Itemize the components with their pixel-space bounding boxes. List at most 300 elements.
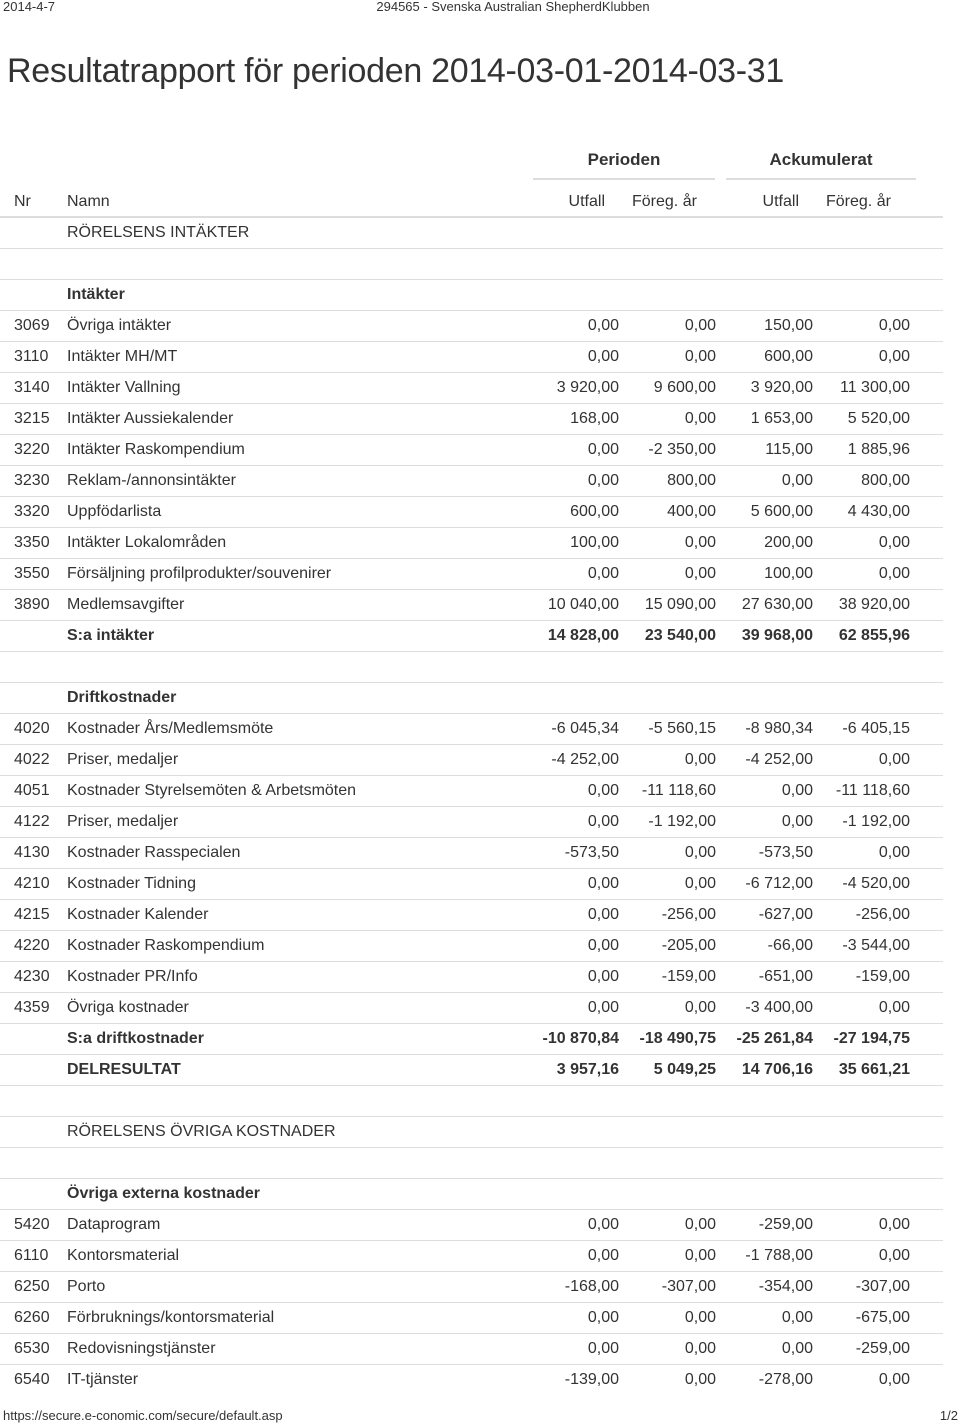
- account-number: 4220: [0, 931, 67, 962]
- cum-outcome-value: [716, 217, 813, 249]
- period-outcome-value: 0,00: [522, 869, 619, 900]
- period-prev-year-value: [619, 1117, 716, 1148]
- row-spacer: [910, 311, 943, 342]
- account-number: 4230: [0, 962, 67, 993]
- row-spacer: [910, 931, 943, 962]
- column-header-spacer: [910, 187, 943, 217]
- account-name: Övriga intäkter: [67, 311, 522, 342]
- cum-outcome-value: -1 788,00: [716, 1241, 813, 1272]
- period-outcome-value: -139,00: [522, 1365, 619, 1396]
- row-spacer: [910, 435, 943, 466]
- table-row: [0, 869, 943, 900]
- account-name: Priser, medaljer: [67, 745, 522, 776]
- period-prev-year-value: -256,00: [619, 900, 716, 931]
- period-outcome-value: 168,00: [522, 404, 619, 435]
- account-number: 4130: [0, 838, 67, 869]
- period-prev-year-value: 23 540,00: [619, 621, 716, 652]
- period-prev-year-value: -5 560,15: [619, 714, 716, 745]
- table-row: [0, 404, 943, 435]
- cum-prev-year-value: 0,00: [813, 745, 910, 776]
- period-prev-year-value: 0,00: [619, 1303, 716, 1334]
- account-name: DELRESULTAT: [67, 1055, 522, 1086]
- period-outcome-value: 0,00: [522, 962, 619, 993]
- table-row: [0, 466, 943, 497]
- table-row: [0, 528, 943, 559]
- row-spacer: [910, 1179, 943, 1210]
- spacer-row: [0, 652, 943, 683]
- account-number: 3550: [0, 559, 67, 590]
- account-number: 3890: [0, 590, 67, 621]
- account-name: [67, 1148, 522, 1179]
- cum-prev-year-value: -3 544,00: [813, 931, 910, 962]
- period-prev-year-value: 0,00: [619, 1365, 716, 1396]
- period-outcome-value: 600,00: [522, 497, 619, 528]
- account-name: Uppfödarlista: [67, 497, 522, 528]
- table-row: [0, 373, 943, 404]
- column-header-period-outcome: Utfall: [522, 187, 619, 217]
- period-outcome-value: -168,00: [522, 1272, 619, 1303]
- period-prev-year-value: [619, 1179, 716, 1210]
- account-name: Övriga kostnader: [67, 993, 522, 1024]
- cum-prev-year-value: -27 194,75: [813, 1024, 910, 1055]
- row-spacer: [910, 1334, 943, 1365]
- cum-outcome-value: -573,50: [716, 838, 813, 869]
- row-spacer: [910, 404, 943, 435]
- cum-prev-year-value: [813, 280, 910, 311]
- period-prev-year-value: -11 118,60: [619, 776, 716, 807]
- period-prev-year-value: [619, 280, 716, 311]
- account-name: Intäkter MH/MT: [67, 342, 522, 373]
- period-outcome-value: [522, 683, 619, 714]
- cum-prev-year-value: 35 661,21: [813, 1055, 910, 1086]
- cum-prev-year-value: 800,00: [813, 466, 910, 497]
- period-prev-year-value: -205,00: [619, 931, 716, 962]
- total-row: [0, 1055, 943, 1086]
- period-outcome-value: 14 828,00: [522, 621, 619, 652]
- account-number: 5420: [0, 1210, 67, 1241]
- cum-prev-year-value: 0,00: [813, 1365, 910, 1396]
- period-prev-year-value: -159,00: [619, 962, 716, 993]
- account-number: [0, 1117, 67, 1148]
- period-outcome-value: 3 957,16: [522, 1055, 619, 1086]
- table-row: [0, 745, 943, 776]
- account-number: 6110: [0, 1241, 67, 1272]
- table-row: [0, 590, 943, 621]
- period-prev-year-value: 0,00: [619, 559, 716, 590]
- account-name: Förbruknings/kontorsmaterial: [67, 1303, 522, 1334]
- column-header-row: [0, 187, 943, 217]
- period-outcome-value: 10 040,00: [522, 590, 619, 621]
- account-number: 6260: [0, 1303, 67, 1334]
- cum-outcome-value: 3 920,00: [716, 373, 813, 404]
- cum-outcome-value: 5 600,00: [716, 497, 813, 528]
- cum-prev-year-value: 0,00: [813, 838, 910, 869]
- account-number: [0, 1024, 67, 1055]
- cum-outcome-value: 0,00: [716, 466, 813, 497]
- row-spacer: [910, 900, 943, 931]
- account-number: 4020: [0, 714, 67, 745]
- account-name: Övriga externa kostnader: [67, 1179, 522, 1210]
- period-outcome-value: [522, 1086, 619, 1117]
- row-spacer: [910, 652, 943, 683]
- cum-prev-year-value: 5 520,00: [813, 404, 910, 435]
- period-outcome-value: 0,00: [522, 342, 619, 373]
- cum-outcome-value: [716, 683, 813, 714]
- row-spacer: [910, 1148, 943, 1179]
- cum-outcome-value: 0,00: [716, 807, 813, 838]
- cum-outcome-value: 0,00: [716, 1303, 813, 1334]
- period-outcome-value: -6 045,34: [522, 714, 619, 745]
- cum-prev-year-value: 0,00: [813, 559, 910, 590]
- cum-outcome-value: -4 252,00: [716, 745, 813, 776]
- table-row: [0, 1365, 943, 1396]
- cum-outcome-value: -278,00: [716, 1365, 813, 1396]
- column-header-cum-outcome: Utfall: [716, 187, 813, 217]
- period-prev-year-value: 0,00: [619, 528, 716, 559]
- column-header-cum-prev-year: Föreg. år: [813, 187, 910, 217]
- period-prev-year-value: [619, 249, 716, 280]
- period-outcome-value: [522, 280, 619, 311]
- column-header-name: Namn: [67, 187, 522, 217]
- cum-prev-year-value: [813, 683, 910, 714]
- column-header-period-prev-year: Föreg. år: [619, 187, 716, 217]
- cum-prev-year-value: -307,00: [813, 1272, 910, 1303]
- account-number: 6530: [0, 1334, 67, 1365]
- account-name: Porto: [67, 1272, 522, 1303]
- row-spacer: [910, 1086, 943, 1117]
- account-number: 6540: [0, 1365, 67, 1396]
- cum-prev-year-value: 0,00: [813, 1210, 910, 1241]
- cum-outcome-value: [716, 280, 813, 311]
- row-spacer: [910, 217, 943, 249]
- table-row: [0, 1272, 943, 1303]
- cum-outcome-value: 150,00: [716, 311, 813, 342]
- print-site-title: 294565 - Svenska Australian ShepherdKlubben: [376, 0, 650, 14]
- table-row: [0, 1334, 943, 1365]
- period-outcome-value: 0,00: [522, 776, 619, 807]
- account-name: Intäkter Aussiekalender: [67, 404, 522, 435]
- period-prev-year-value: 0,00: [619, 993, 716, 1024]
- period-prev-year-value: 0,00: [619, 869, 716, 900]
- table-row: [0, 807, 943, 838]
- row-spacer: [910, 1117, 943, 1148]
- account-name: Kostnader Kalender: [67, 900, 522, 931]
- account-name: S:a driftkostnader: [67, 1024, 522, 1055]
- period-prev-year-value: [619, 652, 716, 683]
- account-number: 3230: [0, 466, 67, 497]
- table-row: [0, 838, 943, 869]
- period-outcome-value: [522, 652, 619, 683]
- period-prev-year-value: 0,00: [619, 745, 716, 776]
- row-spacer: [910, 1024, 943, 1055]
- row-spacer: [910, 993, 943, 1024]
- cum-outcome-value: -6 712,00: [716, 869, 813, 900]
- cum-prev-year-value: 0,00: [813, 993, 910, 1024]
- cum-outcome-value: [716, 1117, 813, 1148]
- period-prev-year-value: 9 600,00: [619, 373, 716, 404]
- cum-prev-year-value: -4 520,00: [813, 869, 910, 900]
- period-prev-year-value: 5 049,25: [619, 1055, 716, 1086]
- period-prev-year-value: 0,00: [619, 404, 716, 435]
- cum-prev-year-value: -256,00: [813, 900, 910, 931]
- period-outcome-value: [522, 1179, 619, 1210]
- account-number: 3215: [0, 404, 67, 435]
- row-spacer: [910, 1272, 943, 1303]
- account-number: 4210: [0, 869, 67, 900]
- total-row: [0, 621, 943, 652]
- spacer-row: [0, 249, 943, 280]
- period-prev-year-value: [619, 1148, 716, 1179]
- cum-outcome-value: [716, 652, 813, 683]
- period-prev-year-value: 0,00: [619, 1210, 716, 1241]
- account-number: [0, 621, 67, 652]
- cum-prev-year-value: -1 192,00: [813, 807, 910, 838]
- spacer-row: [0, 1086, 943, 1117]
- account-number: [0, 652, 67, 683]
- cum-outcome-value: -25 261,84: [716, 1024, 813, 1055]
- period-outcome-value: 0,00: [522, 311, 619, 342]
- cum-prev-year-value: -259,00: [813, 1334, 910, 1365]
- table-row: [0, 931, 943, 962]
- footer-url: https://secure.e-conomic.com/secure/default.asp: [3, 1408, 283, 1423]
- cum-prev-year-value: 38 920,00: [813, 590, 910, 621]
- account-name: Kostnader Års/Medlemsmöte: [67, 714, 522, 745]
- account-number: [0, 1179, 67, 1210]
- account-name: Kostnader Styrelsemöten & Arbetsmöten: [67, 776, 522, 807]
- cum-prev-year-value: 62 855,96: [813, 621, 910, 652]
- cum-outcome-value: [716, 249, 813, 280]
- cum-outcome-value: 100,00: [716, 559, 813, 590]
- account-number: [0, 249, 67, 280]
- cum-prev-year-value: [813, 217, 910, 249]
- row-spacer: [910, 745, 943, 776]
- account-name: IT-tjänster: [67, 1365, 522, 1396]
- period-outcome-value: 0,00: [522, 1241, 619, 1272]
- account-number: 3069: [0, 311, 67, 342]
- cum-outcome-value: -354,00: [716, 1272, 813, 1303]
- account-name: S:a intäkter: [67, 621, 522, 652]
- account-name: Priser, medaljer: [67, 807, 522, 838]
- period-prev-year-value: -18 490,75: [619, 1024, 716, 1055]
- footer-page-number: 1/2: [939, 1408, 958, 1423]
- account-name: Driftkostnader: [67, 683, 522, 714]
- row-spacer: [910, 528, 943, 559]
- row-spacer: [910, 1210, 943, 1241]
- row-spacer: [910, 621, 943, 652]
- period-prev-year-value: -1 192,00: [619, 807, 716, 838]
- row-spacer: [910, 1303, 943, 1334]
- cum-outcome-value: [716, 1086, 813, 1117]
- cum-outcome-value: 200,00: [716, 528, 813, 559]
- period-outcome-value: [522, 217, 619, 249]
- spacer-row: [0, 1148, 943, 1179]
- cum-prev-year-value: 0,00: [813, 1241, 910, 1272]
- cum-prev-year-value: -675,00: [813, 1303, 910, 1334]
- account-number: 4122: [0, 807, 67, 838]
- account-name: Kostnader Rasspecialen: [67, 838, 522, 869]
- cum-prev-year-value: -11 118,60: [813, 776, 910, 807]
- period-outcome-value: 0,00: [522, 807, 619, 838]
- period-outcome-value: 0,00: [522, 435, 619, 466]
- row-spacer: [910, 838, 943, 869]
- print-date: 2014-4-7: [3, 0, 56, 14]
- cum-outcome-value: 115,00: [716, 435, 813, 466]
- cum-outcome-value: -627,00: [716, 900, 813, 931]
- group-heading-row: [0, 280, 943, 311]
- account-number: 3220: [0, 435, 67, 466]
- account-number: 6250: [0, 1272, 67, 1303]
- period-outcome-value: [522, 249, 619, 280]
- account-name: Intäkter Lokalområden: [67, 528, 522, 559]
- section-heading-row: [0, 1117, 943, 1148]
- row-spacer: [910, 590, 943, 621]
- row-spacer: [910, 1055, 943, 1086]
- cum-prev-year-value: -159,00: [813, 962, 910, 993]
- row-spacer: [910, 776, 943, 807]
- table-row: [0, 776, 943, 807]
- cum-prev-year-value: [813, 1179, 910, 1210]
- account-number: [0, 1086, 67, 1117]
- account-number: 4359: [0, 993, 67, 1024]
- account-name: Kontorsmaterial: [67, 1241, 522, 1272]
- period-prev-year-value: 0,00: [619, 311, 716, 342]
- period-prev-year-value: -307,00: [619, 1272, 716, 1303]
- cum-outcome-value: 14 706,16: [716, 1055, 813, 1086]
- period-outcome-value: 100,00: [522, 528, 619, 559]
- account-number: 4215: [0, 900, 67, 931]
- cum-prev-year-value: [813, 1148, 910, 1179]
- account-number: [0, 217, 67, 249]
- cum-prev-year-value: 4 430,00: [813, 497, 910, 528]
- account-name: Försäljning profilprodukter/souvenirer: [67, 559, 522, 590]
- cum-outcome-value: -66,00: [716, 931, 813, 962]
- report-title: Resultatrapport för perioden 2014-03-01-2014-03-31: [7, 52, 784, 90]
- period-outcome-value: 0,00: [522, 1334, 619, 1365]
- table-row: [0, 962, 943, 993]
- account-name: Medlemsavgifter: [67, 590, 522, 621]
- cumulative-group-header: Ackumulerat: [726, 150, 916, 180]
- cum-prev-year-value: 11 300,00: [813, 373, 910, 404]
- account-name: Kostnader Tidning: [67, 869, 522, 900]
- account-name: Kostnader PR/Info: [67, 962, 522, 993]
- cum-outcome-value: 1 653,00: [716, 404, 813, 435]
- row-spacer: [910, 962, 943, 993]
- table-row: [0, 714, 943, 745]
- table-row: [0, 1241, 943, 1272]
- account-name: RÖRELSENS INTÄKTER: [67, 217, 522, 249]
- period-outcome-value: 0,00: [522, 466, 619, 497]
- cum-outcome-value: 0,00: [716, 1334, 813, 1365]
- group-heading-row: [0, 1179, 943, 1210]
- cum-outcome-value: -8 980,34: [716, 714, 813, 745]
- row-spacer: [910, 280, 943, 311]
- account-name: RÖRELSENS ÖVRIGA KOSTNADER: [67, 1117, 522, 1148]
- cum-prev-year-value: 0,00: [813, 528, 910, 559]
- period-outcome-value: 0,00: [522, 1303, 619, 1334]
- table-row: [0, 311, 943, 342]
- cum-outcome-value: -651,00: [716, 962, 813, 993]
- period-outcome-value: -573,50: [522, 838, 619, 869]
- cum-outcome-value: 0,00: [716, 776, 813, 807]
- account-number: [0, 1055, 67, 1086]
- table-row: [0, 559, 943, 590]
- cum-prev-year-value: 0,00: [813, 311, 910, 342]
- cum-outcome-value: 39 968,00: [716, 621, 813, 652]
- cum-prev-year-value: [813, 1117, 910, 1148]
- row-spacer: [910, 559, 943, 590]
- row-spacer: [910, 869, 943, 900]
- column-header-nr: Nr: [0, 187, 67, 217]
- account-name: Reklam-/annonsintäkter: [67, 466, 522, 497]
- cum-prev-year-value: [813, 1086, 910, 1117]
- cum-prev-year-value: [813, 652, 910, 683]
- period-outcome-value: [522, 1148, 619, 1179]
- table-row: [0, 435, 943, 466]
- account-name: [67, 1086, 522, 1117]
- period-prev-year-value: [619, 217, 716, 249]
- period-group-header: Perioden: [533, 150, 715, 180]
- table-row: [0, 1303, 943, 1334]
- period-outcome-value: 3 920,00: [522, 373, 619, 404]
- account-name: Redovisningstjänster: [67, 1334, 522, 1365]
- cum-prev-year-value: -6 405,15: [813, 714, 910, 745]
- account-number: 4051: [0, 776, 67, 807]
- period-prev-year-value: 0,00: [619, 838, 716, 869]
- account-name: Intäkter Raskompendium: [67, 435, 522, 466]
- period-prev-year-value: 800,00: [619, 466, 716, 497]
- account-name: Dataprogram: [67, 1210, 522, 1241]
- row-spacer: [910, 807, 943, 838]
- result-table: [0, 187, 943, 1395]
- row-spacer: [910, 373, 943, 404]
- account-number: [0, 683, 67, 714]
- account-name: [67, 249, 522, 280]
- account-name: [67, 652, 522, 683]
- result-table-body: [0, 217, 943, 1395]
- account-number: [0, 1148, 67, 1179]
- row-spacer: [910, 1365, 943, 1396]
- cum-outcome-value: [716, 1148, 813, 1179]
- account-number: 3350: [0, 528, 67, 559]
- account-name: Intäkter: [67, 280, 522, 311]
- period-prev-year-value: 15 090,00: [619, 590, 716, 621]
- table-row: [0, 1210, 943, 1241]
- period-outcome-value: 0,00: [522, 559, 619, 590]
- period-prev-year-value: 0,00: [619, 1334, 716, 1365]
- period-prev-year-value: [619, 1086, 716, 1117]
- table-row: [0, 993, 943, 1024]
- cum-outcome-value: [716, 1179, 813, 1210]
- period-prev-year-value: 0,00: [619, 1241, 716, 1272]
- row-spacer: [910, 497, 943, 528]
- period-outcome-value: 0,00: [522, 993, 619, 1024]
- row-spacer: [910, 683, 943, 714]
- account-number: [0, 280, 67, 311]
- row-spacer: [910, 249, 943, 280]
- account-name: Intäkter Vallning: [67, 373, 522, 404]
- account-number: 3320: [0, 497, 67, 528]
- table-row: [0, 900, 943, 931]
- total-row: [0, 1024, 943, 1055]
- period-outcome-value: 0,00: [522, 931, 619, 962]
- period-outcome-value: -10 870,84: [522, 1024, 619, 1055]
- period-prev-year-value: 400,00: [619, 497, 716, 528]
- account-number: 3140: [0, 373, 67, 404]
- table-row: [0, 342, 943, 373]
- period-outcome-value: 0,00: [522, 900, 619, 931]
- row-spacer: [910, 466, 943, 497]
- cum-prev-year-value: [813, 249, 910, 280]
